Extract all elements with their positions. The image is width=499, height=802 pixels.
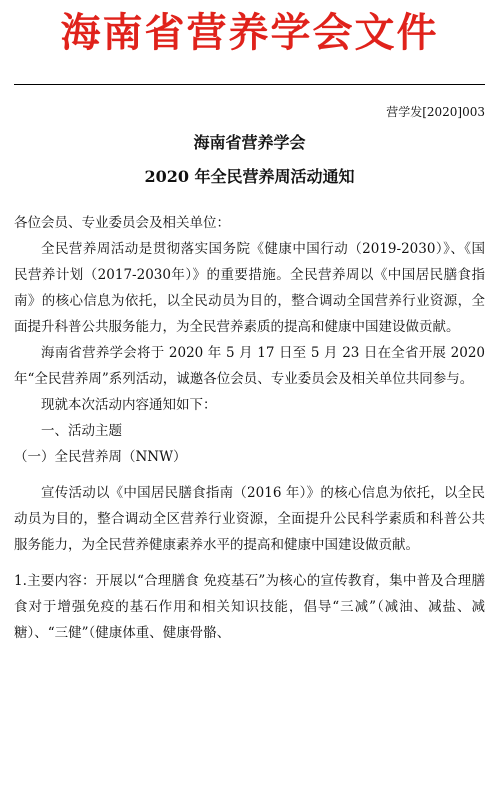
document-header-title: 海南省营养学会文件 [60,10,439,56]
paragraph-gap [14,558,485,568]
paragraph-campaign: 宣传活动以《中国居民膳食指南（2016 年）》的核心信息为依托，以全民动员为目的，整合调动全区营养行业资源，全面提升公民科学素质和科普公共服务能力，为全民营养健康素养水平的提高和健康中国建设做贡献。 [14,485,485,553]
section-heading-theme: 一、活动主题 [41,423,122,439]
paragraph-schedule: 海南省营养学会将于 2020 年 5 月 17 日至 5 月 23 日在全省开展 2020 年“全民营养周”系列活动，诚邀各位会员、专业委员会及相关单位共同参与。 [14,345,485,387]
document-number: 营学发[2020]003 [386,105,485,119]
paragraph-gap [14,470,485,480]
salutation: 各位会员、专业委员会及相关单位： [14,215,230,231]
header-divider [14,84,485,85]
document-body [14,210,485,646]
organization-title: 海南省营养学会 [193,133,306,152]
notice-title: 2020 年全民营养周活动通知 [144,167,355,186]
subsection-heading-nnw: （一）全民营养周（NNW） [14,449,187,465]
paragraph-intro: 全民营养周活动是贯彻落实国务院《健康中国行动（2019-2030）》、《国民营养计划（2017-2030年）》的重要措施。全民营养周以《中国居民膳食指南》的核心信息为依托，以全民动员为目的，整合调动全国营养行业资源，全面提升科普公共服务能力，为全民营养素质的提高和健康中国建设做贡献。 [14,241,485,335]
paragraph-notice-lead: 现就本次活动内容通知如下： [41,397,217,413]
paragraph-main-content: 1.主要内容：开展以“合理膳食 免疫基石”为核心的宣传教育，集中普及合理膳食对于增强免疫的基石作用和相关知识技能，倡导“三减”（减油、减盐、减糖）、“三健”（健康体重、健康骨骼、 [14,573,485,641]
